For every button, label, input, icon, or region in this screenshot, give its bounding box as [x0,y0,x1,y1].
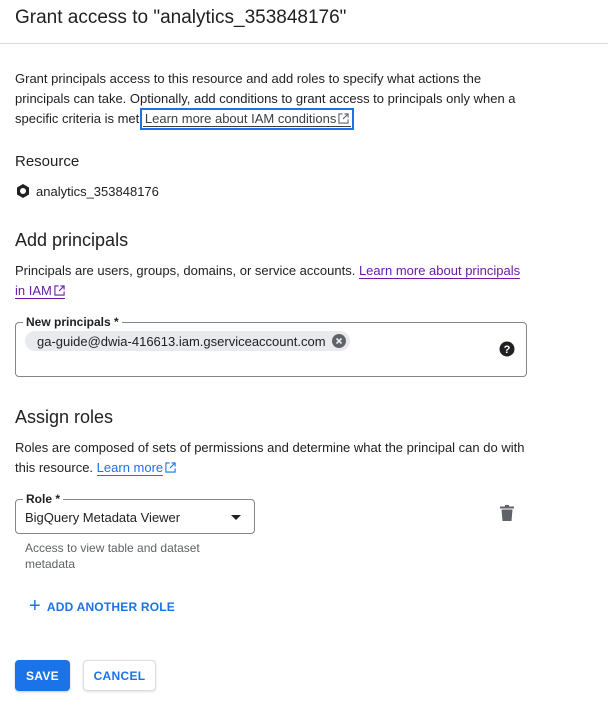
save-button[interactable]: SAVE [15,660,70,691]
principals-description [15,261,525,301]
svg-text:?: ? [503,344,511,356]
learn-more-roles-link[interactable] [97,460,163,476]
in-iam-label: in IAM [15,283,52,298]
chip-remove-icon[interactable] [332,334,346,348]
resource-name: analytics_353848176 [36,183,159,199]
resource-heading: Resource [15,153,80,170]
learn-more-label: Learn more [96,460,164,475]
intro-text [15,69,535,129]
external-link-icon [338,113,349,124]
add-another-role-button[interactable] [29,595,175,617]
new-principals-field[interactable] [15,315,527,377]
add-principals-heading: Add principals [15,230,129,250]
new-principals-label: New principals * [23,315,122,329]
plus-icon: + [29,595,41,617]
roles-description-text: Roles are composed of sets of permissions and determine what the principal can do with this resource. [15,440,525,475]
learn-more-principals-link[interactable]: Learn more about principals [358,263,521,278]
learn-more-principals-link-cont[interactable] [15,283,65,299]
delete-icon[interactable] [500,505,514,521]
principal-chip-value: ga-guide@dwia-416613.iam.gserviceaccount.com [37,333,326,349]
principals-description-text: Principals are users, groups, domains, or service accounts. [15,263,356,278]
resource-row [15,182,159,200]
help-icon[interactable] [499,341,515,357]
role-select[interactable] [15,492,255,534]
role-hint: Access to view table and dataset metadata [25,541,200,571]
assign-roles-heading: Assign roles [15,407,114,427]
dialog-header [0,0,608,44]
dropdown-arrow-icon [231,515,241,520]
iam-conditions-link[interactable] [143,111,352,127]
intro-description: Grant principals access to this resource and add roles to specify what actions the principals can take. Optionally, add conditions to grant access to principals only when a specific criteria is met. [15,71,516,126]
dialog-title: Grant access to "analytics_353848176" [15,7,347,28]
dataset-icon [15,183,31,199]
iam-conditions-link-label: Learn more about IAM conditions [144,111,337,126]
external-link-icon[interactable] [165,462,176,473]
principal-chip [25,331,350,351]
selected-role: BigQuery Metadata Viewer [25,510,181,525]
add-another-role-label: ADD ANOTHER ROLE [46,600,175,614]
external-link-icon [54,285,65,296]
cancel-button[interactable]: CANCEL [83,660,156,691]
role-label: Role * [23,492,63,506]
roles-description [15,438,525,478]
